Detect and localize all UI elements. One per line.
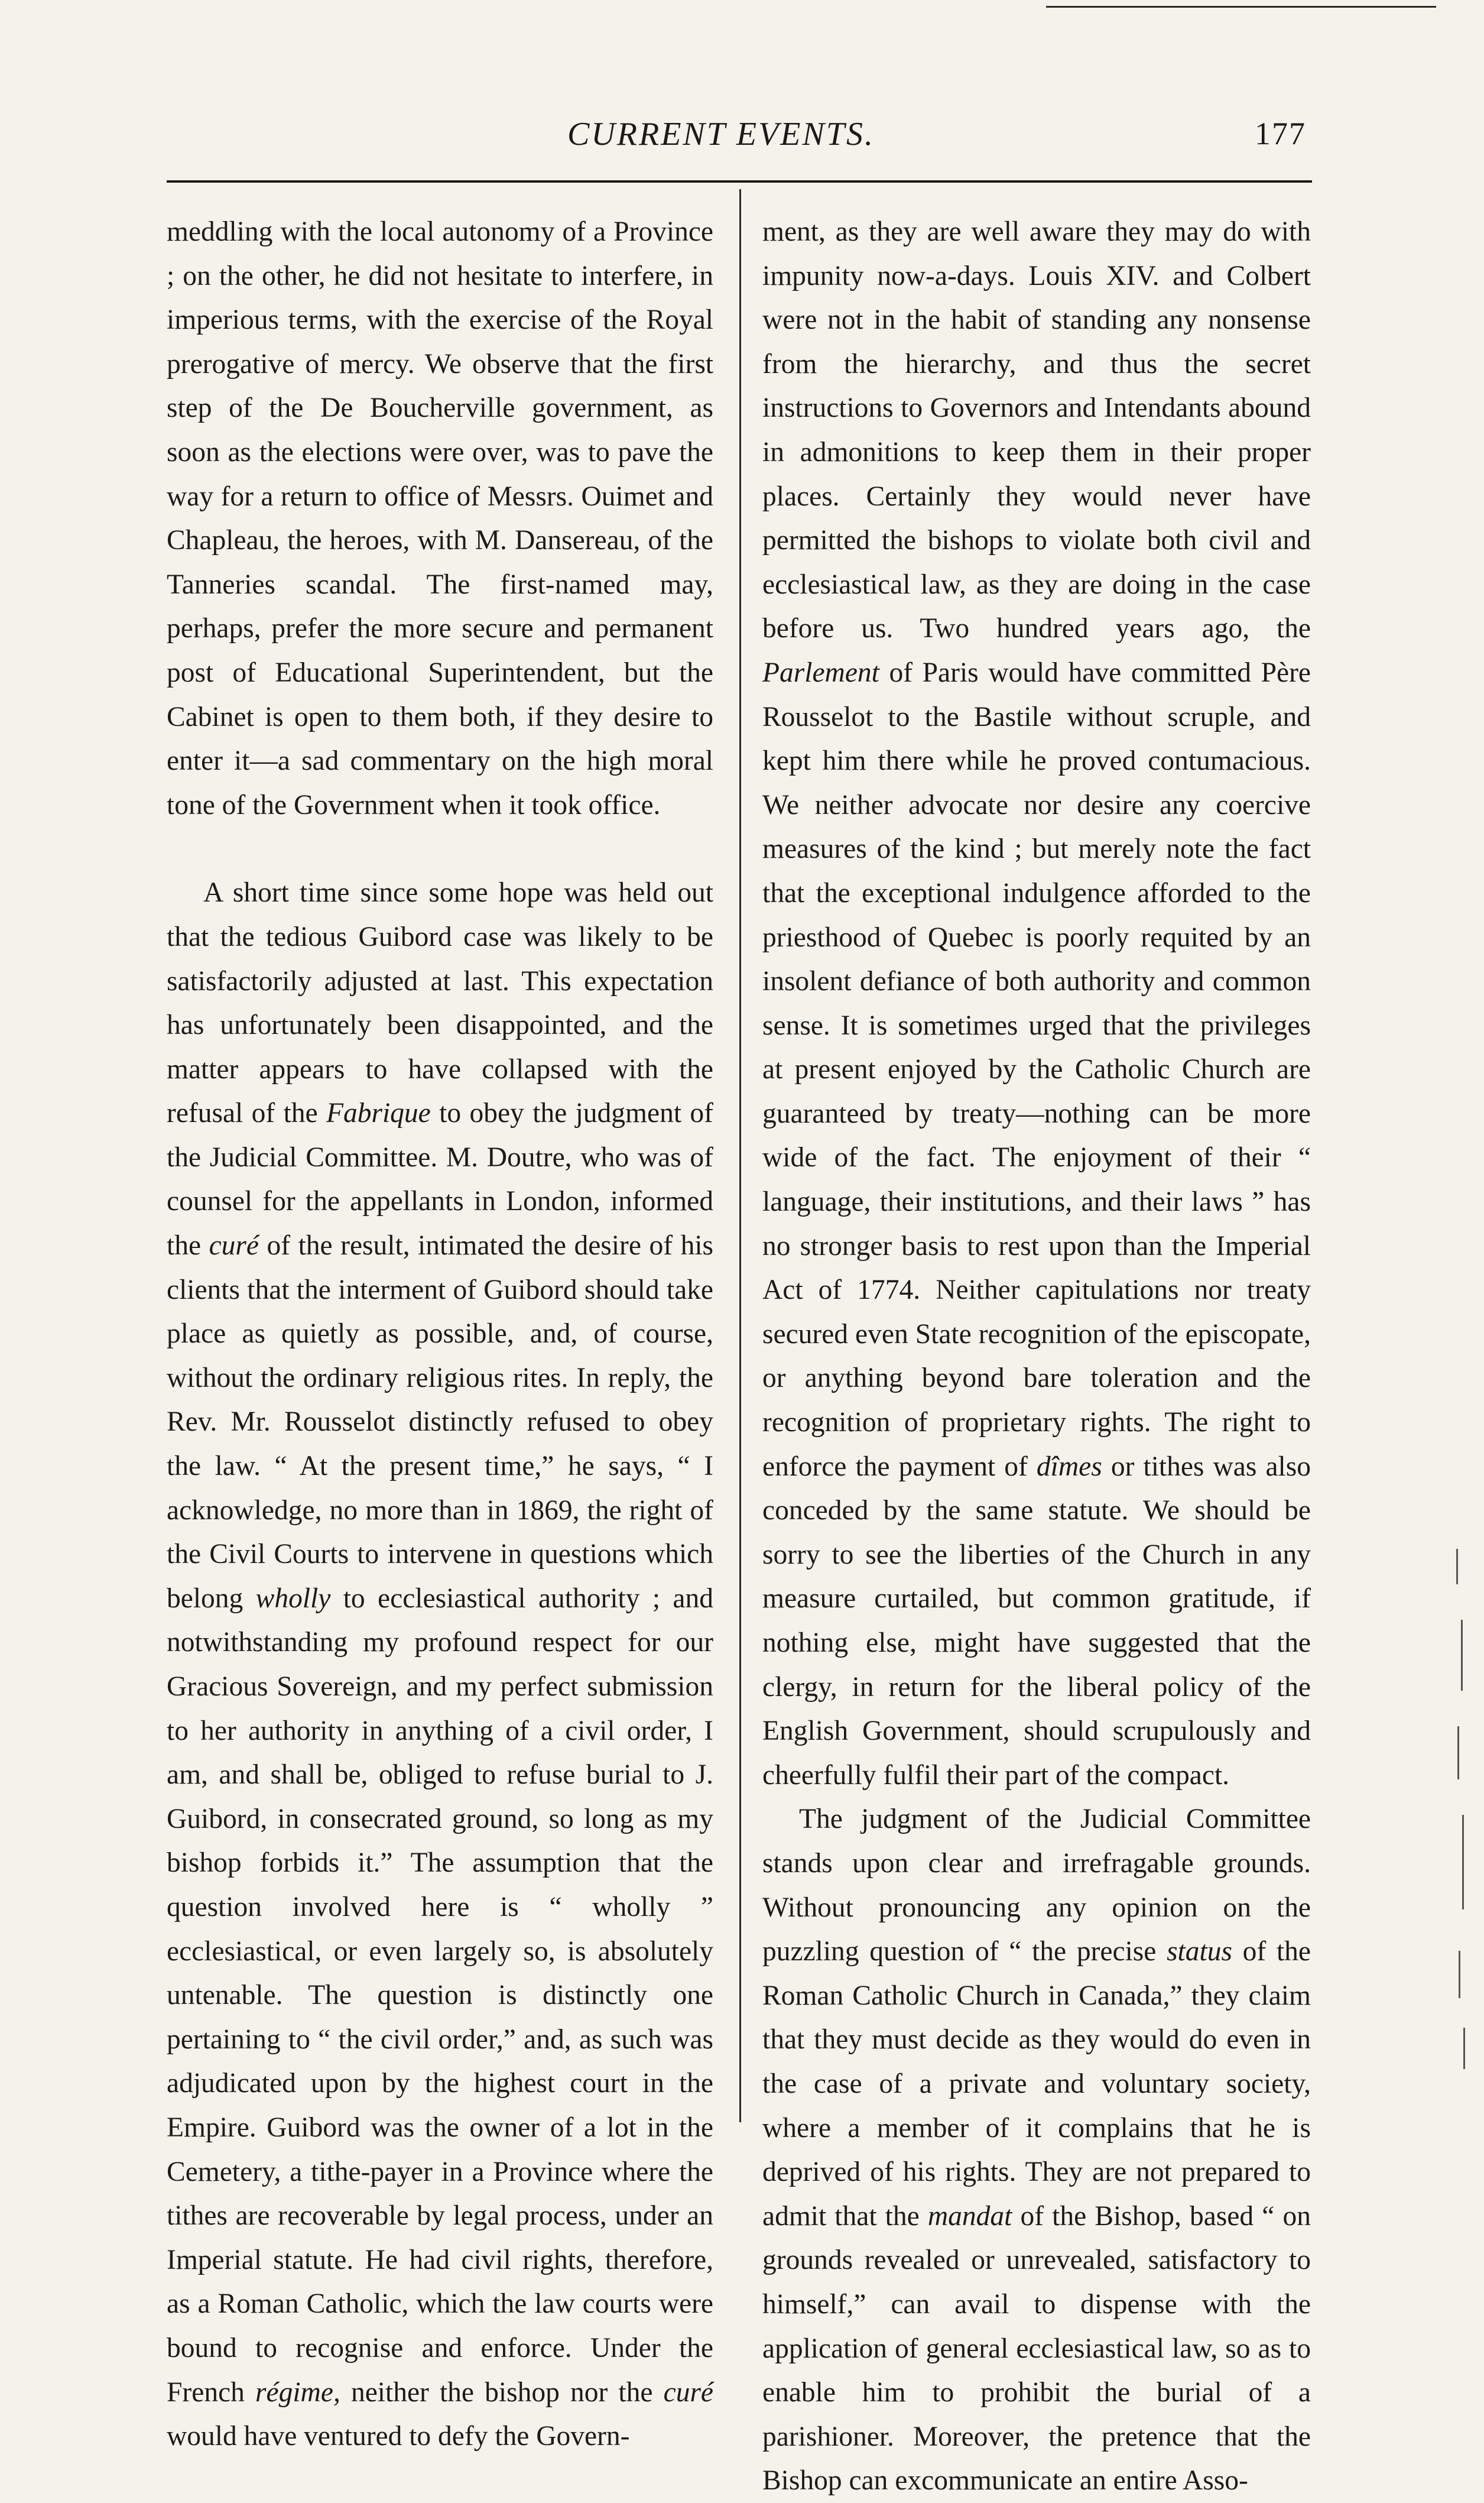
running-head bbox=[0, 115, 1484, 163]
paragraph-continuation: meddling with the local autonomy of a Province ; on the other, he did not hesitate to interfere, in imperious terms, with the exercise of the Royal prerogative of mercy. We observe that the first step of the De Boucherville government, as soon as the elections were over, was to pave the way for a return to office of Messrs. Ouimet and Chapleau, the heroes, with M. Dansereau, of the Tanneries scandal. The first-named may, perhaps, prefer the more secure and permanent post of Educational Superintendent, but the Cabinet is open to them both, if they desire to enter it—a sad commentary on the high moral tone of the Government when it took office. bbox=[167, 216, 713, 821]
running-title: CURRENT EVENTS. bbox=[567, 116, 875, 153]
emphasis-parlement: Parlement bbox=[762, 657, 879, 688]
emphasis-status: status bbox=[1167, 1936, 1232, 1967]
paragraph-judgment: The judgment of the Judicial Committee stands upon clear and irrefragable grounds. Without pronouncing any opinion on the puzzling question of “ the precise status of the Roman Catholic Church in Canada,” they claim that they must decide as they would do even in the case of a private and voluntary society, where a member of it complains that he is deprived of his rights. They are not prepared to admit that the mandat of the Bishop, based “ on grounds revealed or unrevealed, satisfactory to himself,” can avail to dispense with the application of general ecclesiastical law, so as to enable him to prohibit the burial of a parishioner. Moreover, the pretence that the Bishop can excommunicate an entire Asso- bbox=[762, 1804, 1311, 2496]
scan-speck bbox=[1461, 1620, 1463, 1691]
paragraph-continued-government: ment, as they are well aware they may do with impunity now-a-days. Louis XIV. and Colbert were not in the habit of standing any nonsense from the hierarchy, and thus the secret instructions to Governors and Intendants abound in admonitions to keep them in their proper places. Certainly they would never have permitted the bishops to violate both civil and ecclesiastical law, as they are doing in the case before us. Two hundred years ago, the Parlement of Paris would have committed Père Rousselot to the Bastile without scruple, and kept him there while he proved contumacious. We neither advocate nor desire any coercive measures of the kind ; but merely note the fact that the exceptional indulgence afforded to the priesthood of Quebec is poorly requited by an insolent defiance of both authority and common sense. It is sometimes urged that the privileges at present enjoyed by the Catholic Church are guaranteed by treaty—nothing can be more wide of the fact. The enjoyment of their “ language, their institutions, and their laws ” has no stronger basis to rest upon than the Imperial Act of 1774. Neither capitulations nor treaty secured even State recognition of the episcopate, or anything beyond bare toleration and the recognition of proprietary rights. The right to enforce the payment of dîmes or tithes was also conceded by the same statute. We should be sorry to see the liberties of the Church in any measure curtailed, but common gratitude, if nothing else, might have suggested that the clergy, in return for the liberal policy of the English Government, should scrupulously and cheerfully fulfil their part of the compact. bbox=[762, 216, 1311, 1791]
scan-edge-marks bbox=[1453, 1537, 1476, 2099]
emphasis-cure-2: curé bbox=[663, 2376, 714, 2408]
top-edge-rule bbox=[1046, 6, 1436, 8]
scan-speck bbox=[1457, 1726, 1459, 1779]
emphasis-mandat: mandat bbox=[927, 2200, 1012, 2232]
left-column bbox=[167, 210, 713, 2459]
scan-speck bbox=[1462, 1815, 1464, 1909]
emphasis-fabrique: Fabrique bbox=[326, 1098, 431, 1129]
header-rule bbox=[167, 180, 1312, 183]
scan-speck bbox=[1456, 1549, 1458, 1584]
emphasis-cure: curé bbox=[209, 1230, 259, 1262]
emphasis-regime: régime, bbox=[255, 2376, 340, 2408]
scan-speck bbox=[1459, 1951, 1460, 1998]
scan-speck bbox=[1463, 2028, 1465, 2069]
paragraph-guibord-case: A short time since some hope was held out that the tedious Guibord case was likely to be satisfactorily adjusted at last. This expectation has unfortunately been disappointed, and the matter appears to have collapsed with the refusal of the Fabrique to obey the judgment of the Judicial Committee. M. Doutre, who was of counsel for the appellants in London, informed the curé of the result, intimated the desire of his clients that the interment of Guibord should take place as quietly as possible, and, of course, without the ordinary religious rites. In reply, the Rev. Mr. Rousselot distinctly refused to obey the law. “ At the present time,” he says, “ I acknowledge, no more than in 1869, the right of the Civil Courts to intervene in questions which belong wholly to ecclesiastical authority ; and notwithstanding my profound respect for our Gracious Sovereign, and my perfect submission to her authority in anything of a civil order, I am, and shall be, obliged to refuse burial to J. Guibord, in consecrated ground, so long as my bishop forbids it.” The assumption that the question involved here is “ wholly ” ecclesiastical, or even largely so, is absolutely untenable. The question is distinctly one pertaining to “ the civil order,” and, as such was adjudicated upon by the highest court in the Empire. Guibord was the owner of a lot in the Cemetery, a tithe-payer in a Province where the tithes are recoverable by legal process, under an Imperial statute. He had civil rights, therefore, as a Roman Catholic, which the law courts were bound to recognise and enforce. Under the French régime, neither the bishop nor the curé would have ventured to defy the Govern- bbox=[167, 877, 714, 2452]
page-number: 177 bbox=[1255, 116, 1306, 151]
column-divider bbox=[739, 189, 741, 2122]
emphasis-wholly: wholly bbox=[255, 1583, 331, 1614]
emphasis-dimes: dîmes bbox=[1036, 1451, 1102, 1482]
right-column bbox=[762, 210, 1311, 2503]
